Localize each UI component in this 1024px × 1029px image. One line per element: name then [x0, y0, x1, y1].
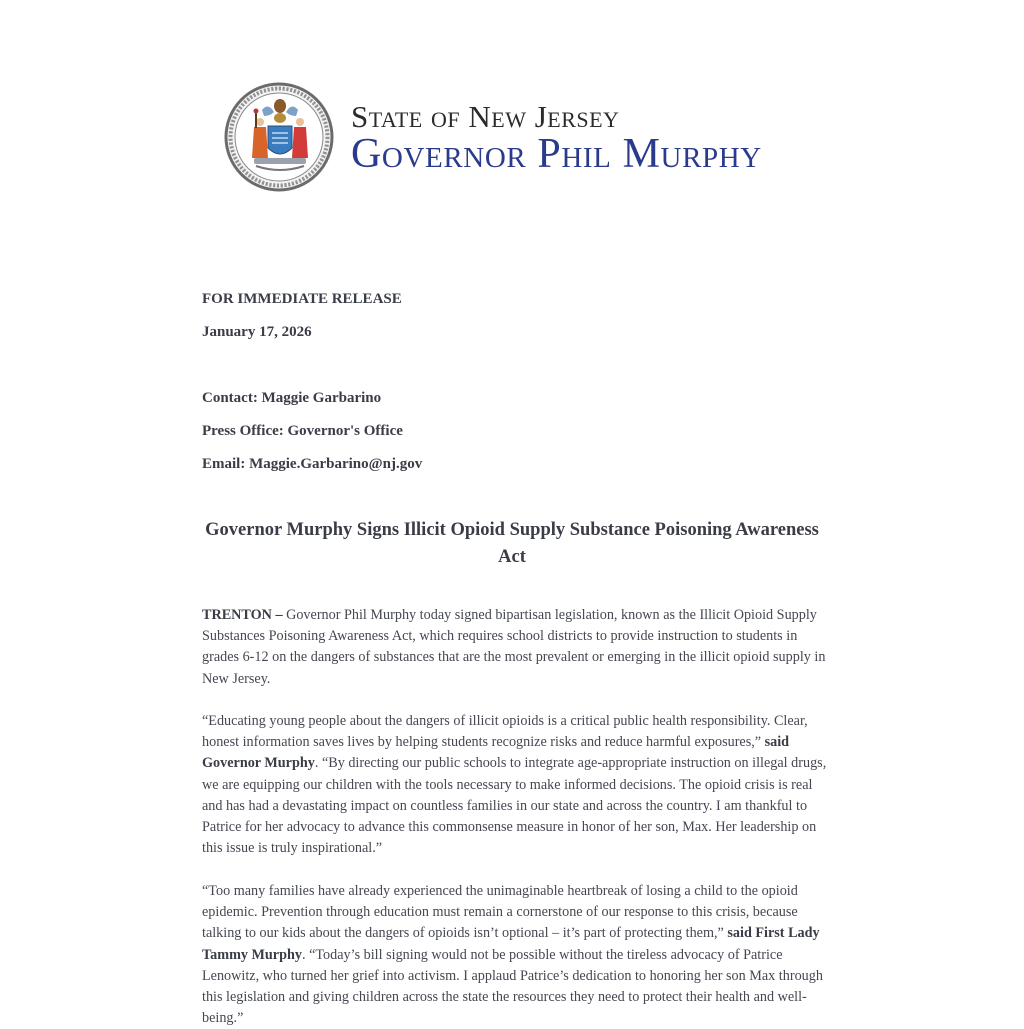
letterhead-state-name: State of New Jersey	[351, 99, 620, 134]
paragraph-text: Governor Phil Murphy today signed bipartisan legislation, known as the Illicit Opioid Supply Substances Poisoning Awareness Act, which requires school districts to provide instruction to students in grades 6-12 on the dangers of substances that are the most prevalent or emerging in the illicit opioid supply in New Jersey.	[202, 607, 826, 687]
body-paragraph-3	[202, 881, 828, 1029]
body-paragraph-1	[202, 605, 828, 690]
quote-attribution: said First Lady Tammy Murphy	[202, 925, 820, 963]
state-seal-icon	[224, 82, 334, 192]
release-date: January 17, 2026	[202, 324, 312, 340]
dateline: TRENTON –	[202, 607, 283, 623]
letterhead	[224, 82, 804, 194]
quote-text: “Educating young people about the dangers of illicit opioids is a critical public health responsibility. Clear, honest information saves lives by helping students recognize risks and reduce harmful exposures,”	[202, 713, 808, 751]
letterhead-text	[351, 99, 762, 177]
contact-email: Email: Maggie.Garbarino@nj.gov	[202, 456, 423, 472]
headline: Governor Murphy Signs Illicit Opioid Supply Substance Poisoning Awareness Act	[205, 520, 819, 567]
quote-attribution: said Governor Murphy	[202, 734, 790, 772]
quote-text: “Too many families have already experienced the unimaginable heartbreak of losing a child to the opioid epidemic. Prevention through education must remain a cornerstone of our response to this crisis, because talking to our kids about the dangers of opioids isn’t optional – it’s part of protecting them,”	[202, 883, 798, 942]
press-office: Press Office: Governor's Office	[202, 423, 403, 439]
release-label: FOR IMMEDIATE RELEASE	[202, 291, 402, 307]
body-paragraph-2	[202, 711, 828, 859]
letterhead-governor-name: Governor Phil Murphy	[351, 131, 762, 177]
quote-text: . “Today’s bill signing would not be possible without the tireless advocacy of Patrice Lenowitz, who turned her grief into activism. I applaud Patrice’s dedication to honoring her son Max through this legislation and giving children across the state the resources they need to protect their health and well-being.”	[202, 946, 823, 1027]
contact-name: Contact: Maggie Garbarino	[202, 390, 382, 406]
quote-text: . “By directing our public schools to integrate age-appropriate instruction on illegal drugs, we are equipping our children with the tools necessary to make informed decisions. The opioid crisis is real and has had a devastating impact on countless families in our state and across the country. I am thankful to Patrice for her advocacy to advance this commonsense measure in honor of her son, Max. Her leadership on this issue is truly inspirational.”	[202, 755, 827, 857]
